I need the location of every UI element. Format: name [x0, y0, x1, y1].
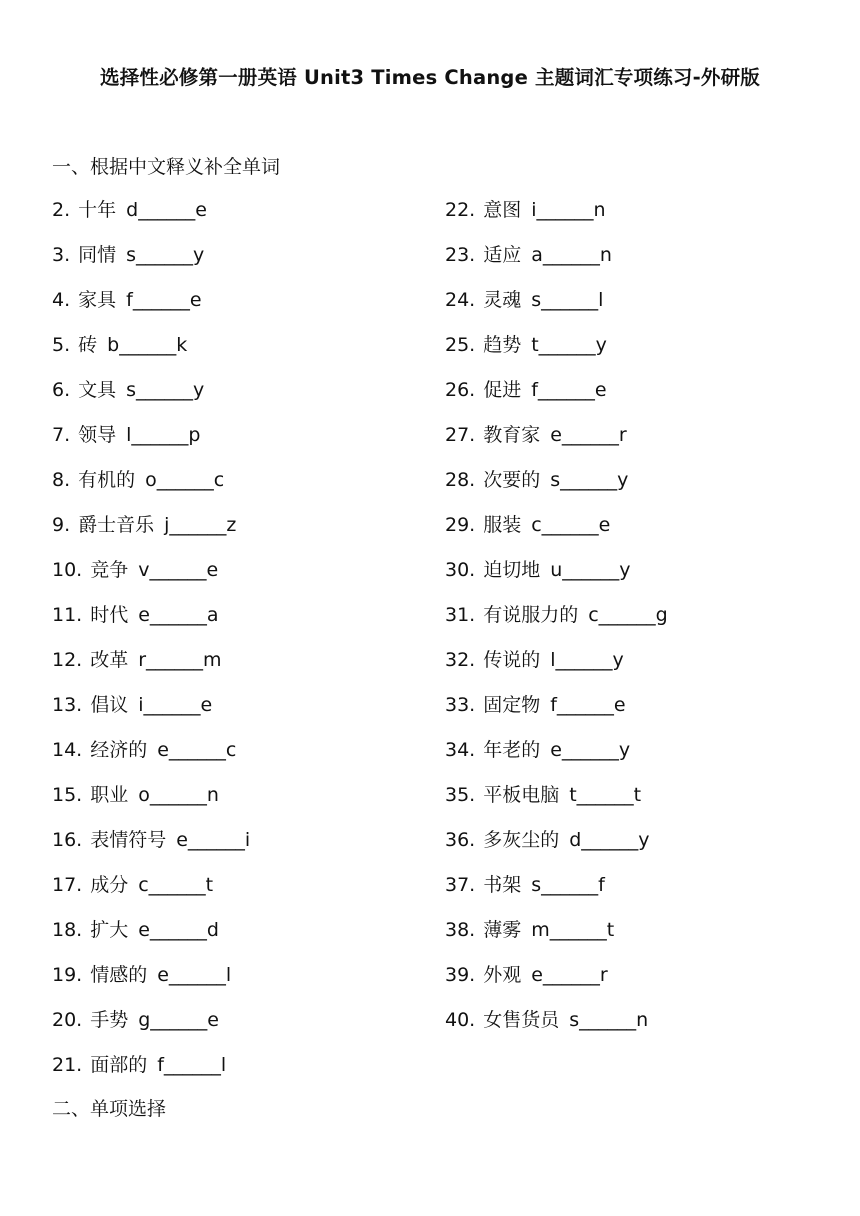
- word-blank: e______i: [176, 829, 251, 851]
- item-number: 3.: [52, 244, 71, 266]
- word-blank: m______t: [531, 919, 615, 941]
- chinese-meaning: 次要的: [483, 469, 541, 491]
- word-blank: b______k: [107, 334, 188, 356]
- word-blank: s______f: [531, 874, 605, 896]
- vocab-item: [52, 737, 250, 782]
- item-number: 34.: [445, 739, 476, 761]
- item-number: 16.: [52, 829, 83, 851]
- word-blank: f______l: [157, 1054, 227, 1076]
- word-blank: g______e: [138, 1009, 219, 1031]
- vocab-item: [445, 467, 668, 512]
- vocab-item: [52, 1052, 250, 1097]
- chinese-meaning: 趋势: [483, 334, 522, 356]
- vocab-item: [52, 557, 250, 602]
- chinese-meaning: 薄雾: [483, 919, 522, 941]
- item-number: 22.: [445, 199, 476, 221]
- item-number: 39.: [445, 964, 476, 986]
- chinese-meaning: 有机的: [78, 469, 136, 491]
- item-number: 17.: [52, 874, 83, 896]
- word-blank: v______e: [138, 559, 219, 581]
- document-title: 选择性必修第一册英语 Unit3 Times Change 主题词汇专项练习-外研版: [100, 66, 760, 89]
- vocab-item: [52, 602, 250, 647]
- chinese-meaning: 时代: [90, 604, 129, 626]
- chinese-meaning: 手势: [90, 1009, 129, 1031]
- word-blank: s______y: [126, 244, 205, 266]
- item-number: 30.: [445, 559, 476, 581]
- item-number: 23.: [445, 244, 476, 266]
- vocab-item: [52, 1007, 250, 1052]
- chinese-meaning: 有说服力的: [483, 604, 579, 626]
- vocab-item: [52, 962, 250, 1007]
- word-blank: s______y: [126, 379, 205, 401]
- chinese-meaning: 迫切地: [483, 559, 541, 581]
- vocab-item: [445, 737, 668, 782]
- word-blank: i______n: [531, 199, 606, 221]
- chinese-meaning: 女售货员: [483, 1009, 560, 1031]
- chinese-meaning: 意图: [483, 199, 522, 221]
- item-number: 18.: [52, 919, 83, 941]
- word-blank: u______y: [550, 559, 631, 581]
- word-blank: s______l: [531, 289, 604, 311]
- vocab-item: [52, 467, 250, 512]
- word-blank: e______a: [138, 604, 219, 626]
- chinese-meaning: 领导: [78, 424, 117, 446]
- word-blank: d______y: [569, 829, 650, 851]
- chinese-meaning: 竞争: [90, 559, 129, 581]
- chinese-meaning: 灵魂: [483, 289, 522, 311]
- chinese-meaning: 经济的: [90, 739, 148, 761]
- vocab-item: [445, 692, 668, 737]
- word-blank: e______l: [157, 964, 232, 986]
- chinese-meaning: 爵士音乐: [78, 514, 155, 536]
- chinese-meaning: 面部的: [90, 1054, 148, 1076]
- chinese-meaning: 平板电脑: [483, 784, 560, 806]
- item-number: 5.: [52, 334, 71, 356]
- chinese-meaning: 适应: [483, 244, 522, 266]
- word-blank: s______n: [569, 1009, 649, 1031]
- word-blank: j______z: [164, 514, 237, 536]
- word-blank: t______t: [569, 784, 642, 806]
- word-blank: t______y: [531, 334, 607, 356]
- item-number: 29.: [445, 514, 476, 536]
- chinese-meaning: 固定物: [483, 694, 541, 716]
- item-number: 27.: [445, 424, 476, 446]
- vocab-item: [445, 287, 668, 332]
- item-number: 13.: [52, 694, 83, 716]
- right-column: [445, 197, 668, 1052]
- vocab-item: [445, 782, 668, 827]
- vocab-item: [52, 827, 250, 872]
- chinese-meaning: 年老的: [483, 739, 541, 761]
- chinese-meaning: 表情符号: [90, 829, 167, 851]
- item-number: 14.: [52, 739, 83, 761]
- item-number: 35.: [445, 784, 476, 806]
- section-2-heading: 二、单项选择: [52, 1098, 167, 1120]
- word-blank: l______p: [126, 424, 201, 446]
- item-number: 15.: [52, 784, 83, 806]
- chinese-meaning: 成分: [90, 874, 129, 896]
- vocab-item: [52, 872, 250, 917]
- vocab-item: [445, 332, 668, 377]
- word-blank: r______m: [138, 649, 222, 671]
- item-number: 25.: [445, 334, 476, 356]
- word-blank: e______r: [550, 424, 627, 446]
- vocab-item: [52, 287, 250, 332]
- vocab-item: [445, 512, 668, 557]
- vocab-item: [445, 422, 668, 467]
- vocab-item: [445, 602, 668, 647]
- vocab-item: [445, 827, 668, 872]
- word-blank: o______n: [138, 784, 219, 806]
- word-blank: o______c: [145, 469, 225, 491]
- vocab-item: [445, 242, 668, 287]
- item-number: 12.: [52, 649, 83, 671]
- word-blank: s______y: [550, 469, 629, 491]
- vocab-item: [52, 692, 250, 737]
- chinese-meaning: 职业: [90, 784, 129, 806]
- item-number: 28.: [445, 469, 476, 491]
- vocab-item: [445, 917, 668, 962]
- item-number: 37.: [445, 874, 476, 896]
- word-blank: c______g: [588, 604, 668, 626]
- chinese-meaning: 同情: [78, 244, 117, 266]
- word-blank: e______c: [157, 739, 237, 761]
- word-blank: l______y: [550, 649, 624, 671]
- chinese-meaning: 多灰尘的: [483, 829, 560, 851]
- chinese-meaning: 传说的: [483, 649, 541, 671]
- chinese-meaning: 情感的: [90, 964, 148, 986]
- item-number: 36.: [445, 829, 476, 851]
- chinese-meaning: 教育家: [483, 424, 541, 446]
- item-number: 11.: [52, 604, 83, 626]
- item-number: 24.: [445, 289, 476, 311]
- item-number: 19.: [52, 964, 83, 986]
- word-blank: f______e: [126, 289, 202, 311]
- vocab-item: [445, 197, 668, 242]
- vocab-item: [445, 962, 668, 1007]
- word-blank: i______e: [138, 694, 213, 716]
- chinese-meaning: 十年: [78, 199, 117, 221]
- section-1-heading: 一、根据中文释义补全单词: [52, 156, 281, 178]
- word-blank: f______e: [531, 379, 607, 401]
- word-blank: f______e: [550, 694, 626, 716]
- vocab-item: [52, 377, 250, 422]
- chinese-meaning: 砖: [78, 334, 98, 356]
- vocab-item: [445, 557, 668, 602]
- word-blank: e______d: [138, 919, 219, 941]
- vocab-item: [445, 872, 668, 917]
- item-number: 9.: [52, 514, 71, 536]
- chinese-meaning: 外观: [483, 964, 522, 986]
- vocab-item: [445, 647, 668, 692]
- vocab-item: [52, 197, 250, 242]
- item-number: 20.: [52, 1009, 83, 1031]
- chinese-meaning: 促进: [483, 379, 522, 401]
- chinese-meaning: 改革: [90, 649, 129, 671]
- item-number: 21.: [52, 1054, 83, 1076]
- word-blank: e______y: [550, 739, 631, 761]
- vocab-item: [52, 917, 250, 962]
- vocab-item: [52, 512, 250, 557]
- word-blank: a______n: [531, 244, 612, 266]
- item-number: 2.: [52, 199, 71, 221]
- word-blank: d______e: [126, 199, 207, 221]
- word-blank: c______t: [138, 874, 214, 896]
- vocab-item: [52, 332, 250, 377]
- item-number: 8.: [52, 469, 71, 491]
- left-column: [52, 197, 250, 1097]
- item-number: 6.: [52, 379, 71, 401]
- item-number: 31.: [445, 604, 476, 626]
- word-blank: e______r: [531, 964, 608, 986]
- chinese-meaning: 倡议: [90, 694, 129, 716]
- item-number: 26.: [445, 379, 476, 401]
- vocab-item: [52, 242, 250, 287]
- vocab-item: [445, 377, 668, 422]
- item-number: 32.: [445, 649, 476, 671]
- vocab-item: [52, 647, 250, 692]
- vocab-item: [445, 1007, 668, 1052]
- vocab-item: [52, 782, 250, 827]
- item-number: 38.: [445, 919, 476, 941]
- chinese-meaning: 扩大: [90, 919, 129, 941]
- item-number: 4.: [52, 289, 71, 311]
- chinese-meaning: 文具: [78, 379, 117, 401]
- item-number: 10.: [52, 559, 83, 581]
- word-blank: c______e: [531, 514, 611, 536]
- chinese-meaning: 书架: [483, 874, 522, 896]
- item-number: 7.: [52, 424, 71, 446]
- item-number: 40.: [445, 1009, 476, 1031]
- chinese-meaning: 服装: [483, 514, 522, 536]
- chinese-meaning: 家具: [78, 289, 117, 311]
- item-number: 33.: [445, 694, 476, 716]
- vocab-item: [52, 422, 250, 467]
